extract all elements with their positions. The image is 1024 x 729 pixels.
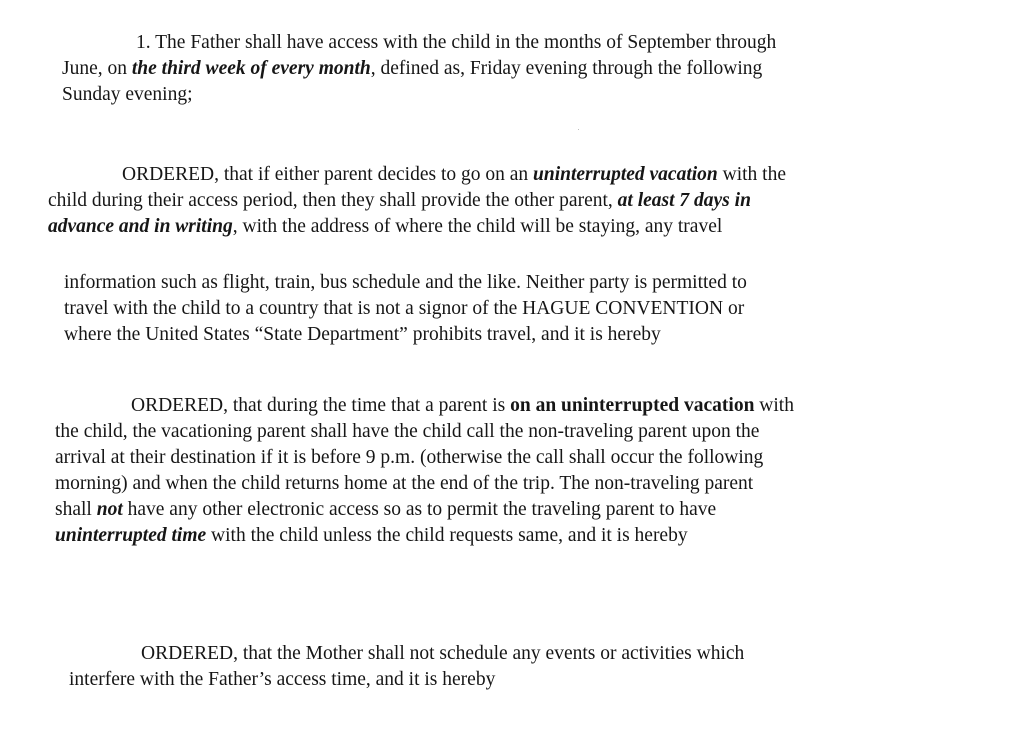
text-line [48,214,786,240]
text-line [64,270,747,296]
text-line [55,445,794,471]
text-line [55,393,794,419]
text-run: child during their access period, then they shall provide the other parent, [48,190,618,211]
paragraph-travel-info [64,270,747,348]
paragraph-mother-scheduling [69,641,744,693]
text-line [48,188,786,214]
text-run: arrival at their destination if it is before 9 p.m. (otherwise the call shall occur the following [55,447,764,468]
text-run: interfere with the Father’s access time, and it is hereby [69,669,496,690]
text-run: travel with the child to a country that is not a signor of the HAGUE CONVENTION or [64,298,745,319]
text-line [62,82,776,108]
text-line [55,497,794,523]
text-run: ORDERED, that if either parent decides to go on an [122,164,534,185]
text-run: with [754,395,794,416]
text-run: June, on [62,58,132,79]
text-line [48,162,786,188]
text-run: with the child unless the child requests same, and it is hereby [206,525,688,546]
text-run: 1. The Father shall have access with the child in the months of September through [136,32,777,53]
emphasized-text: the third week of every month [131,58,371,79]
text-line [69,641,744,667]
text-run: Sunday evening; [62,84,193,105]
text-line [62,56,776,82]
text-run: with the [717,164,787,185]
paragraph-vacation-notice [48,162,786,240]
text-line [69,667,744,693]
scan-speck [578,129,579,130]
text-run: morning) and when the child returns home at the end of the trip. The non-traveling parent [55,473,754,494]
text-line [55,471,794,497]
emphasized-text: at least 7 days in [617,190,751,211]
emphasized-text: on an uninterrupted vacation [510,395,755,416]
text-run: ORDERED, that during the time that a parent is [131,395,511,416]
text-run: the child, the vacationing parent shall have the child call the non-traveling parent upon the [55,421,760,442]
text-run: information such as flight, train, bus schedule and the like. Neither party is permitted to [64,272,747,293]
text-line [55,523,794,549]
text-run: shall [55,499,97,520]
emphasized-text: uninterrupted vacation [533,164,718,185]
paragraph-father-access [62,30,776,108]
emphasized-text: uninterrupted time [55,525,207,546]
emphasized-text: not [96,499,123,520]
text-run: , with the address of where the child will be staying, any travel [232,216,723,237]
text-line [64,296,747,322]
text-run: where the United States “State Department” prohibits travel, and it is hereby [64,324,661,345]
paragraph-vacation-calls [55,393,794,549]
text-run: have any other electronic access so as to permit the traveling parent to have [122,499,717,520]
emphasized-text: advance and in writing [48,216,233,237]
text-line [64,322,747,348]
text-run: ORDERED, that the Mother shall not schedule any events or activities which [141,643,745,664]
text-line [55,419,794,445]
text-run: , defined as, Friday evening through the following [370,58,763,79]
text-line [62,30,776,56]
